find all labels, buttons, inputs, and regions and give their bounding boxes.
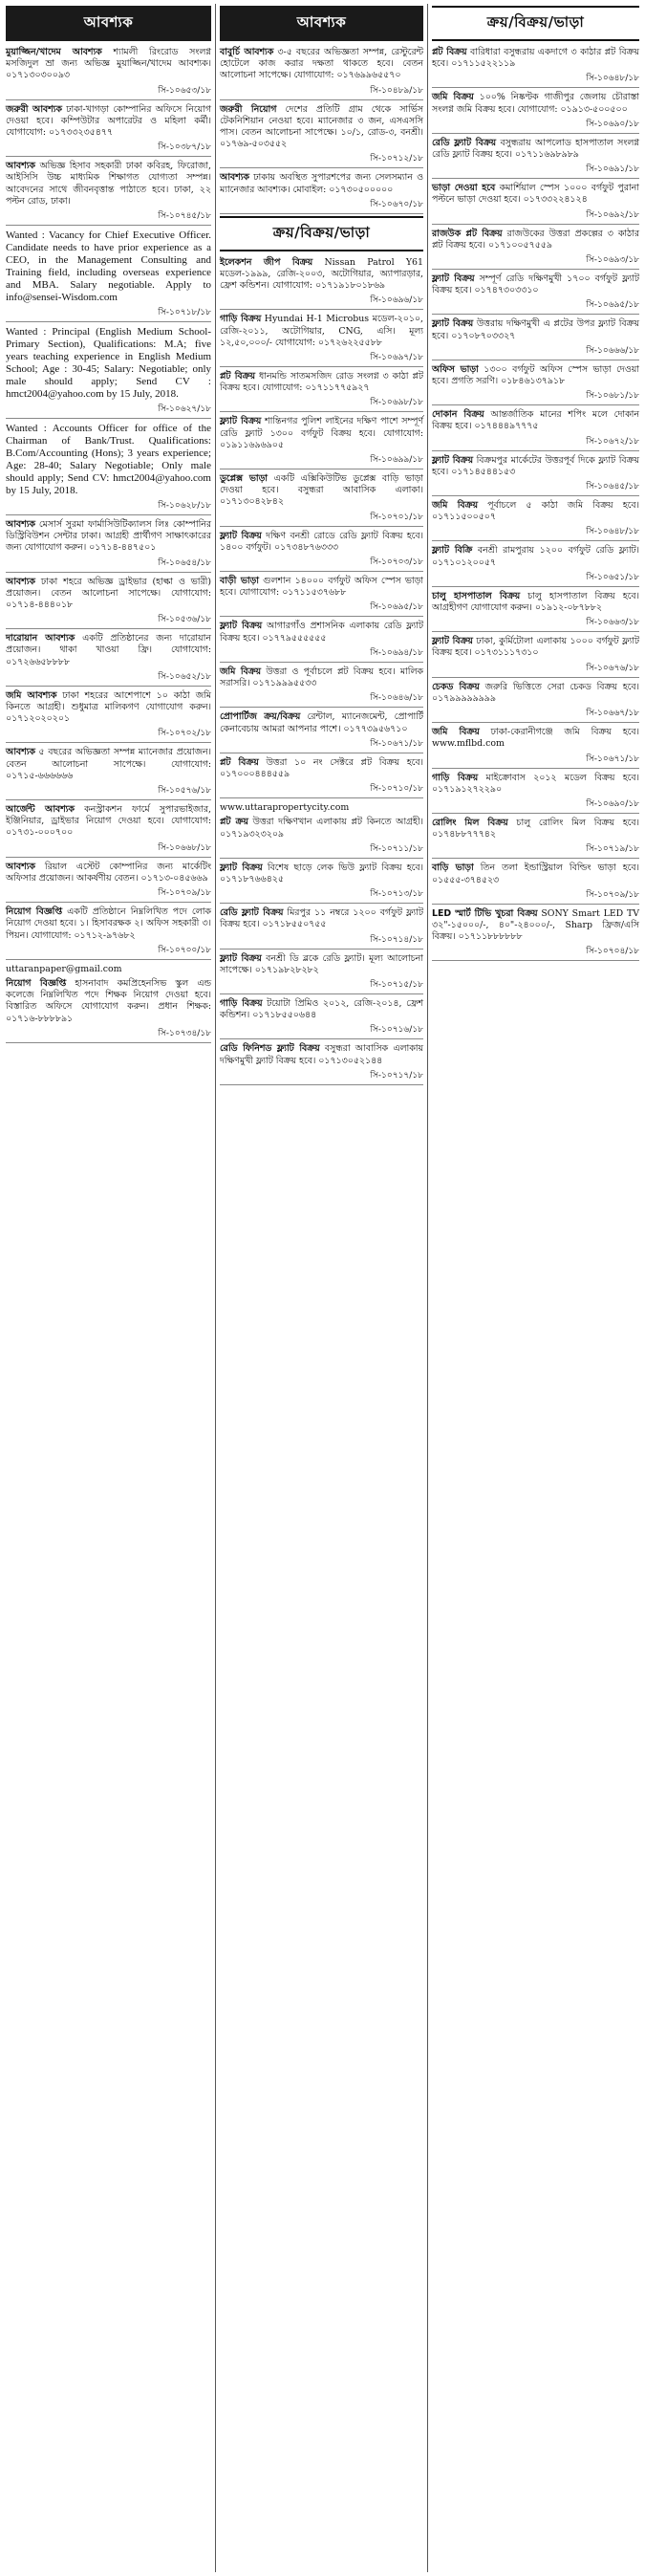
ad-text: Wanted : Principal (English Medium School-Primary Section), Qualifications: M.A; five years teaching experience in English Medium School; Age : 30-45; Salary: Negotiable; only male should apply; Send CV : hmct2004@yahoo.com by 15 July, 2018. bbox=[6, 326, 211, 401]
ad-keyword: ফ্ল্যাট বিক্রয় bbox=[432, 273, 475, 285]
ad-keyword: ফ্ল্যাট বিক্রয় bbox=[220, 621, 263, 632]
ad-text: জরুরি ভিত্তিতে সেরা চেকড বিক্রয় হবে। ০১৭৯৯৯৯৯৯৯৯ bbox=[432, 681, 639, 704]
ad-keyword: ফ্ল্যাট বিক্রয় bbox=[432, 454, 474, 466]
column-2 bbox=[216, 4, 428, 2572]
ad-text: ৫ বছরের অভিজ্ঞতা সম্পন্ন ম্যানেজার প্রয়োজন। বেতন আলোচনা সাপেক্ষে। যোগাযোগ: ০১৭১৫-৬৬৬৬৬৬ bbox=[6, 747, 211, 781]
ad-code: সি-১০৬৬৭/১৮ bbox=[432, 706, 639, 723]
ad-item bbox=[6, 517, 211, 556]
ad-text: উত্তরা ও পূর্বাচলে প্লট বিক্রয় হবে। মালিক সরাসরি। ০১৭১৯৯৯৫৫৩৩ bbox=[220, 666, 423, 689]
ad-keyword: আবশ্যক bbox=[220, 172, 249, 184]
ad-text: উত্তরা ১০ নং সেক্টরে প্লট বিক্রয় হবে। ০১৭০০০৪৪৪৫৫৯ bbox=[220, 756, 423, 779]
ad-keyword: বাড়ী ভাড়া bbox=[220, 576, 259, 587]
ad-item bbox=[220, 1041, 423, 1067]
ad-text: Wanted : Vacancy for Chief Executive Officer. Candidate needs to have prior experience as a CEO, in the Management Consulting and Training field, including overseas experience and MBA. Salary negotiable. Apply to info@sensei-Wisdom.com bbox=[6, 229, 211, 304]
ad-text: গুলশান ১৪০০০ বর্গফুট অফিস স্পেস ভাড়া হবে। যোগাযোগ: ০১৭১১৫৩৭৬৮৮ bbox=[220, 576, 423, 599]
ad-code: সি-১০৬৯০/১৮ bbox=[432, 117, 639, 134]
ad-keyword: ফ্ল্যাট বিক্রয় bbox=[220, 416, 262, 427]
ad-code: সি-১০৭১১/১৮ bbox=[220, 841, 423, 859]
ad-keyword: ডুপ্লেক্স ভাড়া bbox=[220, 473, 268, 485]
ad-code: সি-১০৬৫৪/১৮ bbox=[6, 556, 211, 573]
column-1 bbox=[2, 4, 216, 2572]
ad-keyword: ভাড়া দেওয়া হবে bbox=[432, 183, 496, 194]
ad-item bbox=[220, 951, 423, 977]
ad-keyword: নিয়োগ বিজ্ঞপ্তি bbox=[6, 906, 63, 918]
ad-code: সি-১০৬৯৫/১৮ bbox=[220, 600, 423, 617]
ad-keyword: আবশ্যক bbox=[6, 576, 35, 587]
ad-item bbox=[432, 771, 639, 797]
ad-text: দেশের প্রতিটি গ্রাম থেকে সার্ভিস টেকনিশিয়ান নেওয়া হবে। ম্যানেজার ৩ জন, এসএসসি পাস। বেতন আলোচনা সাপেক্ষে। ১০/১, রোড-৩, বনশ্রী। ০১৭৬৯-৫০৩৫৫২ bbox=[220, 103, 423, 150]
ad-item bbox=[220, 529, 423, 555]
ad-item bbox=[432, 227, 639, 252]
ad-text: হাসনাবাদ কমপ্রিহেনসিভ স্কুল এন্ড কলেজে নিম্নলিখিত পদে শিক্ষক নিয়োগ দেওয়া হবে। বিস্তারিত অফিসে যোগাযোগ করুন। প্রধান শিক্ষক: ০১৭১৬-৮৮৮৮৯১ bbox=[6, 977, 211, 1024]
ad-item bbox=[220, 574, 423, 600]
ad-text: ৩-৫ বছরের অভিজ্ঞতা সম্পন্ন, রেস্টুরেন্ট হোটেলে কাজ করার দক্ষতা থাকতে হবে। বেতন আলোচনা সাপেক্ষে। যোগাযোগ: ০১৭৬৯৯৬৫৫৭০ bbox=[220, 47, 423, 81]
ad-code: সি-১০৪৮৯/১৮ bbox=[220, 83, 423, 100]
ad-item bbox=[432, 498, 639, 524]
ad-item bbox=[432, 453, 639, 479]
ad-code: সি-১০৭০৯/১৮ bbox=[6, 885, 211, 903]
ad-keyword: গাড়ি বিক্রয় bbox=[432, 772, 479, 783]
column-1-heading: আবশ্যক bbox=[6, 6, 211, 41]
ad-text: রাজউকের উত্তরা প্রকল্পের ৩ কাঠার প্লট বিক্রয় হবে। ০১৭১০০৫৭৫৫৯ bbox=[432, 228, 640, 251]
ad-code: সি-১০৭১০/১৮ bbox=[220, 781, 423, 798]
ad-text: ঢাকা শহরে অভিজ্ঞ ড্রাইভার (হাল্কা ও ভারী) প্রয়োজন। বেতন আলোচনা সাপেক্ষে। যোগাযোগ: ০১৭১৪-৪৪৪০১৮ bbox=[6, 576, 211, 611]
column-2-ads bbox=[220, 45, 423, 214]
ad-keyword: জরুরী আবশ্যক bbox=[6, 103, 62, 115]
ad-text: ঢাকা-খাগড়া কোম্পানির অফিসে নিয়োগ দেওয়া হবে। কম্পিউটার অপারেটর ও মহিলা কর্মী। যোগাযোগ: ০১৭৩৩২৩৫৪৭৭ bbox=[6, 103, 211, 139]
ad-text: রেন্টাল, ম্যানেজমেন্ট, প্রোপার্টি কেনাবেচায় আমরা আপনার পাশে। ০১৭৭৩৯৫৬৭১০ bbox=[220, 711, 424, 734]
ad-item bbox=[220, 102, 423, 152]
ad-text: উত্তরা দক্ষিণখান এলাকায় প্লট কিনতে আগ্রহী। ০১৭১৯৩২৩২০৯ bbox=[220, 817, 423, 840]
ad-keyword: ফ্ল্যাট বিক্রয় bbox=[432, 636, 473, 647]
ad-keyword: আবশ্যক bbox=[6, 519, 35, 531]
ad-item bbox=[220, 45, 423, 83]
ad-text: বনশ্রী রামপুরায় ১২০০ বর্গফুট রেডি ফ্ল্যাট। ০১৭১০১২০০৫৭ bbox=[432, 545, 639, 568]
ad-keyword: ফ্ল্যাট বিক্রয় bbox=[220, 530, 262, 541]
ad-item bbox=[6, 631, 211, 669]
ad-keyword: জমি বিক্রয় bbox=[432, 500, 478, 512]
ad-code: সি-১০৭১৮/১৮ bbox=[6, 305, 211, 322]
ad-text: চালু রোলিং মিল বিক্রয় হবে। ০১৭৪৮৮৭৭৭৪২ bbox=[432, 817, 639, 840]
ad-text: মাইক্রোবাস ২০১২ মডেল বিক্রয় হবে। ০১৭১৯১২৭২২৯০ bbox=[432, 772, 639, 795]
ad-code: সি-১০৫৭৬/১৮ bbox=[6, 783, 211, 800]
ad-item bbox=[220, 312, 423, 350]
ad-code: সি-১০৬৯৬/১৮ bbox=[220, 293, 423, 310]
ad-item bbox=[432, 816, 639, 841]
ad-keyword: আবশ্যক bbox=[6, 747, 35, 758]
ad-text: Wanted : Accounts Officer for office of the Chairman of Bank/Trust. Qualifications: B.Com/Accounting (Hons); 3 years experience; Age: 28-40; Salary Negotiable; Only male should apply; Send CV: hmct2004@yahoo.com by 15 July, 2018. bbox=[6, 423, 211, 497]
ad-text: দক্ষিণ বনশ্রী রোডে রেডি ফ্ল্যাট বিক্রয় হবে। ১৪০০ বর্গফুট। ০১৭৩৪৮৭৬৩৩৩ bbox=[220, 530, 423, 553]
ad-keyword: ফ্ল্যাট বিক্রয় bbox=[432, 318, 474, 330]
ad-text: ঢাকা শহরের আশেপাশে ১০ কাঠা জমি কিনতে আগ্রহী। শুধুমাত্র মালিকগণ যোগাযোগ করুন। ০১৭১২০২০২০১ bbox=[6, 689, 211, 725]
column-2-heading: আবশ্যক bbox=[220, 6, 423, 41]
ad-text: SONY Smart LED TV ৩২"-১৫০০০/-, ৪০"-২৪০০০/-, Sharp ফ্রিজ/এসি বিক্রয়। ০১৭১১৮৮৮৮৮৮ bbox=[432, 907, 639, 943]
ad-code: সি-১০৭০২/১৮ bbox=[6, 726, 211, 743]
ad-item bbox=[6, 228, 211, 305]
ad-keyword: রেডি ফ্ল্যাট বিক্রয় bbox=[220, 907, 284, 919]
ad-keyword: জমি বিক্রয় bbox=[220, 666, 262, 677]
ad-keyword: দারোয়ান আবশ্যক bbox=[6, 633, 75, 644]
ad-code: সি-১০৬৯০/১৮ bbox=[432, 797, 639, 814]
ad-code: সি-১০৬৭১/১৮ bbox=[432, 752, 639, 769]
ad-item bbox=[6, 976, 211, 1026]
ad-code: সি-১০৬২৮/১৮ bbox=[6, 498, 211, 515]
ad-text: Hyundai H-1 Microbus মডেল-২০১০, রেজি-২০১১, অটোগিয়ার, CNG, এসি। মূল্য ১২,৫০,০০০/- যোগাযোগ: ০১৭২৬২২৫৫৮৮ bbox=[220, 314, 423, 348]
ad-text: ধানমন্ডি সাতমসজিদ রোড সংলগ্ন ৩ কাঠা প্লট বিক্রয় হবে। যোগাযোগ: ০১৭১১৭৭৫৯২৭ bbox=[220, 371, 423, 394]
ad-code: সি-১০৭১৫/১৮ bbox=[220, 977, 423, 994]
ad-keyword: জমি বিক্রয় bbox=[432, 727, 480, 738]
ad-item bbox=[6, 745, 211, 783]
ad-code: সি-১০৬৯২/১৮ bbox=[432, 207, 639, 225]
ad-code: সি-১০৬৬৬/১৮ bbox=[432, 343, 639, 360]
ad-keyword: প্লট বিক্রয় bbox=[220, 756, 259, 768]
ad-code: সি-১০৬৪৫/১৮ bbox=[432, 479, 639, 496]
web-address: www.uttarapropertycity.com bbox=[220, 802, 350, 814]
ad-keyword: চেকড বিক্রয় bbox=[432, 681, 480, 692]
ad-item bbox=[6, 575, 211, 613]
ad-code: সি-১০৬৪৬/১৮ bbox=[220, 690, 423, 708]
ad-code: সি-১০৬৯৮/১৮ bbox=[220, 395, 423, 412]
ad-text: উত্তরায় দক্ষিণমুখী এ প্লটের উপর ফ্ল্যাট বিক্রয় হবে। ০১৭০৮৭০৩৩২৭ bbox=[432, 318, 639, 341]
ad-item bbox=[432, 272, 639, 297]
ad-text: ঢাকা-কেরানীগঞ্জে জমি বিক্রয় হবে। www.mflbd.com bbox=[432, 727, 639, 750]
ad-keyword: আবশ্যক bbox=[6, 161, 35, 172]
ad-keyword: রোলিং মিল বিক্রয় bbox=[432, 817, 508, 828]
ad-keyword: ফ্ল্যাট বিক্রয় bbox=[220, 952, 262, 964]
ad-keyword: ফ্ল্যাট বিক্রয় bbox=[220, 862, 263, 873]
ad-code: সি-১০৭০৯/১৮ bbox=[432, 887, 639, 905]
ad-code: সি-১০৬২৭/১৮ bbox=[6, 402, 211, 419]
ad-item bbox=[220, 861, 423, 886]
ad-keyword: ফ্ল্যাট বিক্রি bbox=[432, 545, 473, 557]
ad-item bbox=[432, 45, 639, 71]
ad-text: টয়োটা প্রিমিও ২০১২, রেজি-২০১৪, ফ্রেশ কন্ডিশন। ০১৭১৮৫৫০৬৪৪ bbox=[220, 997, 423, 1021]
ad-item bbox=[432, 589, 639, 615]
ad-code: সি-১০৬৫৩/১৮ bbox=[6, 83, 211, 100]
ad-item bbox=[220, 755, 423, 781]
ad-item bbox=[220, 665, 423, 690]
ad-item bbox=[6, 688, 211, 727]
ad-keyword: প্রোপার্টিজ ক্রয়/বিক্রয় bbox=[220, 711, 301, 723]
ad-text: মিরপুর ১১ নম্বরে ১২০০ বর্গফুট ফ্ল্যাট বিক্রয় হবে। ০১৭১৮৫৫০৭৫৫ bbox=[220, 907, 423, 930]
ad-code: সি-১০৭০৪/১৮ bbox=[432, 944, 639, 961]
ad-keyword: প্লট ক্রয় bbox=[220, 817, 248, 828]
ad-code: সি-১০৭১৭/১৮ bbox=[220, 1068, 423, 1085]
ad-item bbox=[432, 362, 639, 388]
ad-keyword: প্লট বিক্রয় bbox=[432, 47, 467, 57]
ad-code: সি-১০৬৫১/১৮ bbox=[432, 570, 639, 587]
ad-text: বসুন্ধরায় আপলোড হাসপাতাল সংলগ্ন রেডি ফ্ল্যাট বিক্রয় হবে। ০১৭১১৬৯৮৯৮৯ bbox=[432, 137, 639, 161]
ad-code: সি-১০৬৪৮/১৮ bbox=[432, 524, 639, 541]
ad-item bbox=[6, 102, 211, 141]
ad-item bbox=[432, 317, 639, 342]
column-3 bbox=[428, 4, 643, 2572]
ad-item bbox=[6, 905, 211, 943]
ad-keyword: বাবুর্চি আবশ্যক bbox=[220, 47, 274, 57]
ad-text: পূর্বাচলে ৫ কাঠা জমি বিক্রয় হবে। ০১৭১১৫০০৫০৭ bbox=[432, 500, 639, 523]
ad-code: সি-১০৭১৯/১৮ bbox=[432, 841, 639, 859]
ad-code: সি-১০৩৮৭/১৮ bbox=[6, 140, 211, 157]
ad-item bbox=[220, 815, 423, 840]
ad-text: বসুন্ধরা আবাসিক এলাকায় দক্ষিণমুখী ফ্ল্যাট বিক্রয় হবে। ০১৭১৩০৫২১৪৪ bbox=[220, 1043, 423, 1066]
ad-item bbox=[432, 543, 639, 569]
ad-keyword: বাড়ি ভাড়া bbox=[432, 862, 474, 874]
ad-keyword: আর্জেন্ট আবশ্যক bbox=[6, 804, 75, 816]
ad-text: শান্তিনগর পুলিশ লাইনের দক্ষিণ পাশে সম্পূর্ণ রেডি ফ্ল্যাট ১৩০০ বর্গফুট বিক্রয় হবে। যোগাযোগ: ০১৯১১৬৯৬৯০৫ bbox=[220, 416, 423, 450]
column-3-ads bbox=[432, 45, 639, 961]
ad-text: ঢাকায় অবস্থিত সুপারশপের জন্য সেলসম্যান ও ম্যানেজার আবশ্যক। মোবাইল: ০১৭৩০৫০০০০০ bbox=[220, 172, 423, 195]
column-2-sale-heading: ক্রয়/বিক্রয়/ভাড়া bbox=[220, 216, 423, 251]
ad-keyword: প্লট বিক্রয় bbox=[220, 371, 256, 382]
ad-item bbox=[432, 906, 639, 945]
ad-item bbox=[6, 45, 211, 83]
ad-text: বিক্রমপুর মার্কেটের উত্তরপূর্ব দিকে ফ্ল্যাট বিক্রয় হবে। ০১৭১৪৫৪৪১৫৩ bbox=[432, 454, 639, 477]
ad-code: সি-১০৭০১/১৮ bbox=[220, 510, 423, 527]
ad-code: সি-১০৬৯৩/১৮ bbox=[432, 252, 639, 270]
ad-text: একটি এক্সিকিউটিভ ডুপ্লেক্স বাড়ি ভাড়া দেওয়া হবে। বসুন্ধরা আবাসিক এলাকা। ০১৭১৩০৪২৮৪২ bbox=[220, 473, 423, 508]
ad-text: বারিধারা বসুন্ধরায় একদাগে ৩ কাঠার প্লট বিক্রয় হবে। ০১৭১১৫২২১১৯ bbox=[432, 47, 639, 70]
ad-code: সি-১০৬৭৬/১৮ bbox=[432, 661, 639, 678]
ad-text: ১৩০০ বর্গফুট অফিস স্পেস ভাড়া দেওয়া হবে। প্রগতি সরণি। ০১৮৪৬১৩৭৯১৮ bbox=[432, 363, 639, 387]
ad-code: সি-১০৬৭২/১৮ bbox=[432, 434, 639, 451]
ad-text: কনস্ট্রাকশন ফার্মে সুপারভাইজার, ইঞ্জিনিয়ার, ড্রাইভার নিয়োগ দেওয়া হবে। যোগাযোগ: ০১৭৩১-০০০৭০০ bbox=[6, 804, 211, 839]
ad-code: সি-১০৬৯৭/১৮ bbox=[220, 350, 423, 367]
column-3-heading: ক্রয়/বিক্রয়/ভাড়া bbox=[432, 6, 639, 41]
ad-keyword: জরুরী নিয়োগ bbox=[220, 103, 277, 115]
ad-item bbox=[6, 860, 211, 885]
ad-keyword: গাড়ি বিক্রয় bbox=[220, 314, 262, 325]
ad-item bbox=[432, 136, 639, 162]
ad-text: শ্যামলী রিংরোড সংলগ্ন মসজিদুল ভ্রা জন্য অভিজ্ঞ মুয়াজ্জিন/খাদেম আবশ্যক। ০১৭১৩০৩০০৯৩ bbox=[6, 47, 211, 81]
ad-item bbox=[432, 407, 639, 433]
ad-code: সি-১০৭১৪/১৮ bbox=[220, 932, 423, 950]
ad-keyword: আবশ্যক bbox=[6, 861, 35, 872]
ad-text: তিন তলা ইন্ডাস্ট্রিয়াল বিল্ডিং ভাড়া হবে। ০১৫৫৫-৩৭৪৫২৩ bbox=[432, 862, 639, 885]
ad-item bbox=[220, 414, 423, 452]
column-1-ads bbox=[6, 45, 211, 1043]
ad-code: সি-১০৭০০/১৮ bbox=[6, 943, 211, 960]
ad-item bbox=[6, 421, 211, 498]
ad-code: সি-১০৬৭১/১৮ bbox=[220, 736, 423, 753]
ad-text: মেসার্স সুরমা ফার্মাসিউটিক্যালস লিঃ কোম্পানির ডিস্ট্রিবিউশন সেন্টার ঢাকা। আগ্রহী প্রার্থীগণ সাক্ষাৎকারের জন্য যোগাযোগ করুন। ০১৭১৪-৪৪৭৫০১ bbox=[6, 519, 211, 554]
ad-code: সি-১০৭১৬/১৮ bbox=[220, 1022, 423, 1039]
ad-text: ঢাকা, কুর্মিটোলা এলাকায় ১০০০ বর্গফুট ফ্ল্যাট বিক্রয় হবে। ০১৭৩১১১৭৩১০ bbox=[432, 636, 639, 659]
ad-text: Nissan Patrol Y61 মডেল-১৯৯৯, রেজি-২০০৩, অটোগিয়ার, অ্যাপারড়ার, ফ্রেশ কন্ডিশন। যোগাযোগ: ০১৭১৯১৮০১৮৬৯ bbox=[220, 256, 423, 292]
ad-item bbox=[432, 181, 639, 207]
ad-text: সম্পূর্ণ রেডি দক্ষিণমুখী ১৭০০ বর্গফুট ফ্ল্যাট বিক্রয় হবে। ০১৭৪৭৩০৩৩১০ bbox=[432, 273, 639, 296]
ad-code: সি-১০৭১৩/১৮ bbox=[220, 886, 423, 904]
ad-item bbox=[220, 369, 423, 395]
ad-code: সি-১০৬৯৯/১৮ bbox=[220, 452, 423, 469]
ad-keyword: রেডি ফিনিশড ফ্ল্যাট বিক্রয় bbox=[220, 1043, 320, 1055]
ad-code: সি-১০৫৩৬/১৮ bbox=[6, 612, 211, 629]
ad-item bbox=[432, 861, 639, 886]
column-2-sale-ads bbox=[220, 255, 423, 1085]
ad-code: সি-১০৭০৩/১৮ bbox=[220, 555, 423, 572]
ad-keyword: নিয়োগ বিজ্ঞপ্তি bbox=[6, 977, 67, 989]
ad-code: সি-১০৬৬৩/১৮ bbox=[432, 615, 639, 632]
ad-text: বনশ্রী ডি ব্লকে রেডি ফ্ল্যাট। মূল্য আলোচনা সাপেক্ষে। ০১৭১৯৮২৮২৮২ bbox=[220, 952, 423, 975]
ad-code: সি-১০৬৪৮/১৮ bbox=[432, 71, 639, 88]
ad-text: বিশেষ ছাড়ে লেক ভিউ ফ্ল্যাট বিক্রয় হবে। ০১৭১৮৭৬৬৪২৫ bbox=[220, 862, 423, 884]
ad-text: আগারগাঁও প্রশাসনিক এলাকায় রেডি ফ্ল্যাট বিক্রয় হবে। ০১৭৭৯৫৫৫৫৫৫ bbox=[220, 621, 423, 644]
ad-text: অভিজ্ঞ হিসাব সহকারী ঢাকা কবিরহ, ফিরোজা, আইসিসি উচ্চ মাধ্যমিক শিক্ষাগত যোগ্যতা সম্পন্ন। আবেদনের সাথে জীবনবৃত্তান্ত পাঠাতে হবে। ঢাকা, ২২ পল্টন রোড, ঢাকা। bbox=[6, 161, 211, 207]
ad-code: সি-১০৬৭০/১৮ bbox=[220, 197, 423, 214]
ad-code: সি-১০৬৯৫/১৮ bbox=[432, 297, 639, 315]
ad-keyword: অফিস ভাড়া bbox=[432, 363, 479, 375]
ad-keyword: জমি বিক্রয় bbox=[432, 92, 474, 103]
ad-code: সি-১০৬৫২/১৮ bbox=[6, 669, 211, 687]
ad-item bbox=[432, 90, 639, 116]
ad-keyword: LED স্মার্ট টিভি খুচরা বিক্রয় bbox=[432, 907, 538, 919]
ad-code: সি-১০৬৯১/১৮ bbox=[432, 162, 639, 179]
ad-item bbox=[6, 324, 211, 402]
ad-item bbox=[220, 471, 423, 510]
ad-text: একটি প্রতিষ্ঠানে নিম্নলিখিত পদে লোক নিয়োগ দেওয়া হবে। ১। হিসাবরক্ষক ২। অফিস সহকারী ৩। পিয়ন। যোগাযোগ: ০১৭১২-৯৭৬৮২ bbox=[6, 906, 211, 941]
web-address: uttaranpaper@gmail.com bbox=[6, 963, 122, 974]
ad-keyword: জমি আবশ্যক bbox=[6, 689, 57, 701]
ad-item bbox=[220, 255, 423, 294]
ad-item bbox=[432, 680, 639, 706]
ad-code: সি-১০৬৮১/১৮ bbox=[432, 388, 639, 405]
ad-keyword: চালু হাসপাতাল বিক্রয় bbox=[432, 590, 521, 601]
ad-keyword: মুয়াজ্জিন/খাদেম আবশ্যক bbox=[6, 47, 102, 57]
ad-item bbox=[6, 802, 211, 840]
ad-item bbox=[220, 906, 423, 931]
ad-code: সি-১০৭৩৪/১৮ bbox=[6, 1026, 211, 1043]
ad-item bbox=[220, 996, 423, 1022]
ad-keyword: রাজউক প্লট বিক্রয় bbox=[432, 228, 503, 239]
ad-item bbox=[6, 159, 211, 208]
ad-code: সি-১০৬৯৪/১৮ bbox=[220, 645, 423, 663]
ad-keyword: রেডি ফ্ল্যাট বিক্রয় bbox=[432, 137, 497, 148]
ad-text: কমার্শিয়াল স্পেস ১০০০ বর্গফুট পুরানা পল্টনে ভাড়া দেওয়া হবে। ০১৭৩৩২২৪১২৪ bbox=[432, 183, 639, 206]
ad-item bbox=[220, 619, 423, 644]
ad-text: ১০০% নিষ্কণ্টক গাজীপুর জেলায় চৌরাস্তা সংলগ্ন জমি বিক্রয় হবে। যোগাযোগ: ০১৯১৩-৫০০৫০০ bbox=[432, 92, 639, 115]
ad-item bbox=[220, 709, 423, 735]
ad-item bbox=[432, 634, 639, 660]
ad-code: সি-১০৭৪৫/১৮ bbox=[6, 208, 211, 226]
ad-keyword: দোকান বিক্রয় bbox=[432, 409, 484, 421]
ad-item bbox=[432, 725, 639, 751]
ad-keyword: গাড়ি বিক্রয় bbox=[220, 997, 263, 1009]
ad-text: রিয়াল এস্টেট কোম্পানির জন্য মার্কেটিং অফিসার প্রয়োজন। আকর্ষণীয় বেতন। ০১৭১৩-০৪৫৬৬৯ bbox=[6, 861, 211, 884]
ad-code: সি-১০৬৬৮/১৮ bbox=[6, 840, 211, 858]
ad-text: একটি প্রতিষ্ঠানের জন্য দারোয়ান প্রয়োজন। থাকা খাওয়া ফ্রি। যোগাযোগ: ০১৭২৬৬৫৮৮৮৮ bbox=[6, 633, 211, 667]
ad-keyword: ইলেকশন জীপ বিক্রয় bbox=[220, 256, 313, 268]
ad-item bbox=[220, 170, 423, 196]
ad-code: সি-১০৭১২/১৮ bbox=[220, 151, 423, 168]
ad-text: আন্তর্জাতিক মানের শপিং মলে দোকান বিক্রয় হবে। ০১৭৪৪৪৯৭৭৭৫ bbox=[432, 409, 639, 432]
ad-text: চালু হাসপাতাল বিক্রয় হবে। আগ্রহীগণ যোগাযোগ করুন। ০১৯১২-০৮৭৮৮২ bbox=[432, 590, 639, 614]
